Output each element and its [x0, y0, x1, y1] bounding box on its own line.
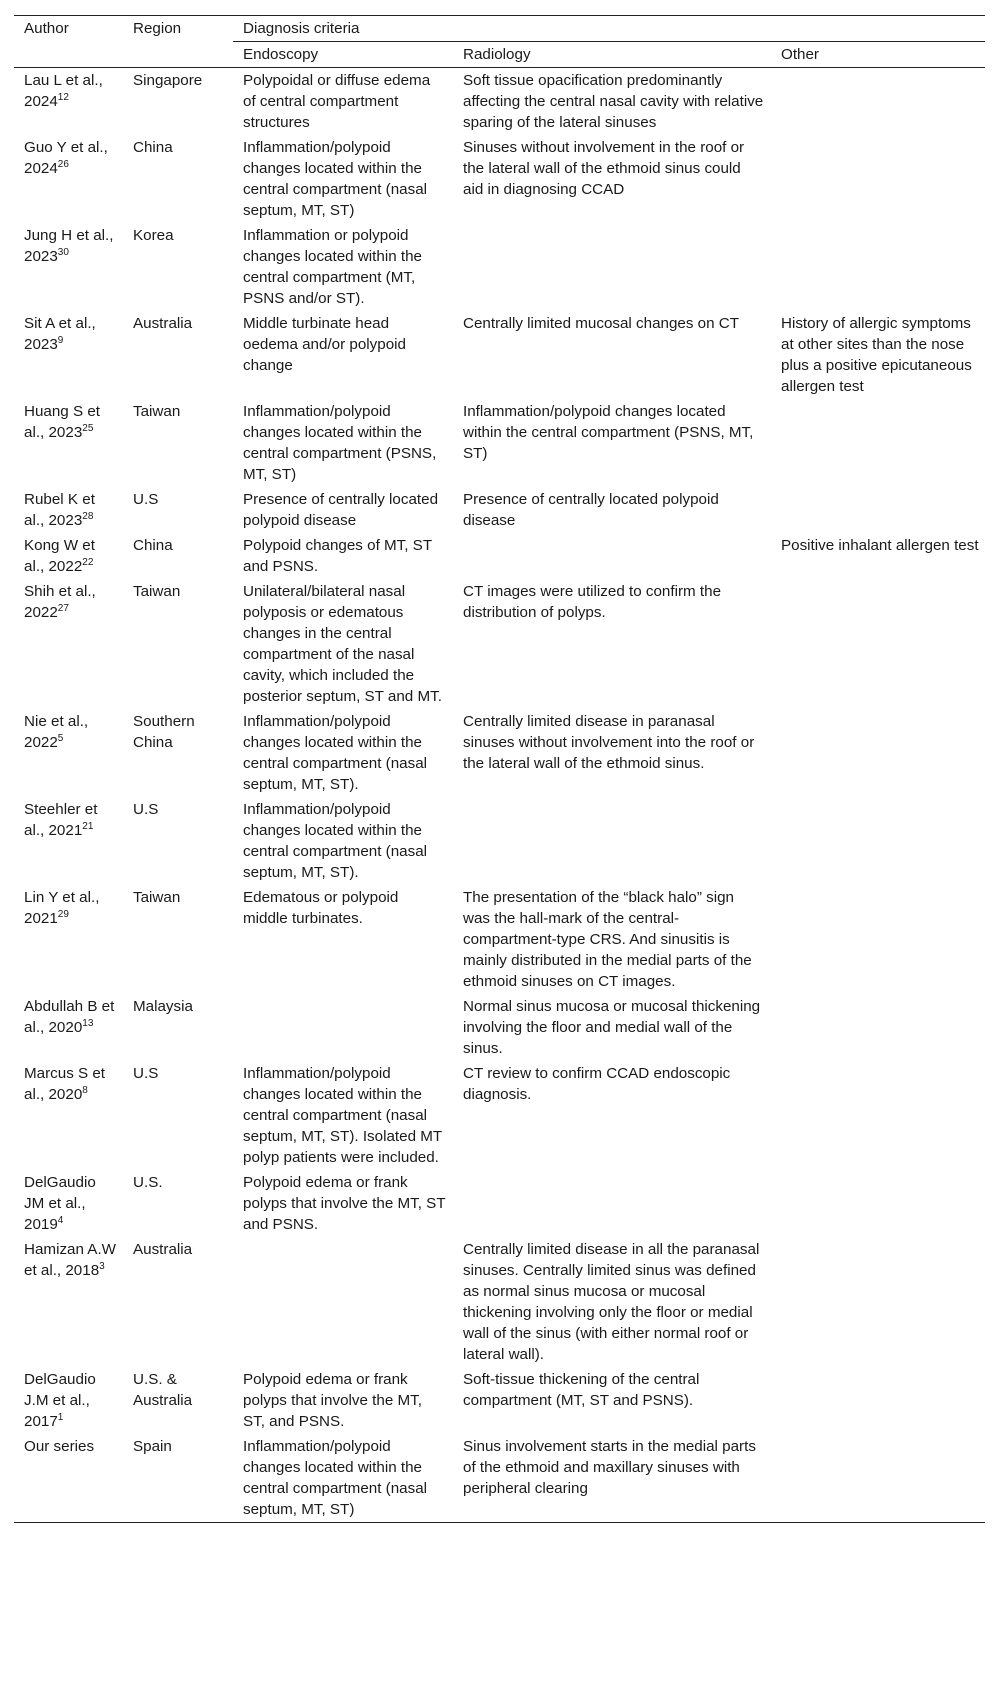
cell-endoscopy: Polypoid edema or frank polyps that involve the MT, ST, and PSNS. [243, 1371, 422, 1430]
table-row [14, 533, 985, 579]
cell-radiology: Inflammation/polypoid changes located within the central compartment (PSNS, MT, ST) [463, 403, 754, 462]
table-row [14, 1170, 985, 1237]
cell-author [14, 1170, 123, 1237]
author-name: Hamizan A.W et al., 2018 [24, 1241, 116, 1279]
header-row-top [14, 16, 985, 42]
author-name: Sit A et al., 2023 [24, 315, 96, 353]
cell-other [771, 1367, 985, 1434]
cell-other [771, 994, 985, 1061]
author-name: Abdullah B et al., 2020 [24, 998, 115, 1036]
reference-number: 4 [57, 1214, 64, 1226]
cell-other [771, 709, 985, 797]
reference-number: 27 [57, 602, 69, 614]
cell-radiology: Soft-tissue thickening of the central compartment (MT, ST and PSNS). [463, 1371, 700, 1409]
table-row [14, 709, 985, 797]
cell-radiology: Presence of centrally located polypoid disease [463, 491, 719, 529]
author-name: Lau L et al., 2024 [24, 72, 103, 110]
header-spacer-region [123, 42, 233, 68]
cell-radiology: Soft tissue opacification predominantly affecting the central nasal cavity with relative sparing of the lateral sinuses [463, 72, 764, 131]
table-body [14, 68, 985, 1523]
table-row [14, 1237, 985, 1367]
cell-region: Singapore [133, 72, 203, 89]
table-row [14, 994, 985, 1061]
reference-number: 22 [82, 556, 94, 568]
reference-number: 25 [82, 422, 94, 434]
cell-endoscopy: Inflammation/polypoid changes located within the central compartment (nasal septum, MT, ST). [243, 713, 428, 793]
cell-radiology: CT images were utilized to confirm the distribution of polyps. [463, 583, 722, 621]
cell-region: Malaysia [133, 998, 193, 1015]
cell-endoscopy: Polypoidal or diffuse edema of central compartment structures [243, 72, 431, 131]
cell-endoscopy: Polypoid changes of MT, ST and PSNS. [243, 537, 432, 575]
header-diagnosis-criteria: Diagnosis criteria [233, 16, 985, 42]
cell-radiology: The presentation of the “black halo” sign was the hall-mark of the central-compartment-type CRS. And sinusitis is mainly distributed in the medial parts of the ethmoid sinuses on CT images. [463, 889, 752, 990]
table-row [14, 223, 985, 311]
cell-author [14, 994, 123, 1061]
reference-number: 21 [82, 820, 94, 832]
header-spacer-author [14, 42, 123, 68]
table-row [14, 1367, 985, 1434]
cell-region: U.S. [133, 1174, 163, 1191]
cell-region: U.S [133, 801, 159, 818]
table-row [14, 311, 985, 399]
reference-number: 12 [57, 91, 69, 103]
cell-endoscopy: Unilateral/bilateral nasal polyposis or edematous changes in the central compartment of the nasal cavity, which included the posterior septum, ST and MT. [243, 583, 442, 705]
cell-radiology [453, 533, 771, 579]
cell-region: Australia [133, 315, 193, 332]
cell-region: China [133, 537, 173, 554]
reference-number: 3 [99, 1260, 105, 1272]
cell-author [14, 709, 123, 797]
reference-number: 1 [57, 1411, 64, 1423]
cell-region: Spain [123, 1434, 233, 1523]
cell-author [14, 1061, 123, 1170]
cell-region: Southern China [133, 713, 195, 751]
cell-other [771, 1170, 985, 1237]
cell-radiology: Sinuses without involvement in the roof or the lateral wall of the ethmoid sinus could aid in diagnosing CCAD [463, 139, 745, 198]
author-name: Lin Y et al., 2021 [24, 889, 100, 927]
table-row [14, 487, 985, 533]
author-name: Jung H et al., 2023 [24, 227, 114, 265]
author-name: Nie et al., 2022 [24, 713, 89, 751]
cell-radiology [453, 1170, 771, 1237]
cell-region: Taiwan [133, 889, 181, 906]
diagnosis-criteria-table [14, 15, 985, 1523]
cell-radiology [453, 797, 771, 885]
author-name: DelGaudio JM et al., 2019 [24, 1174, 96, 1233]
table-row [14, 1061, 985, 1170]
cell-author [14, 533, 123, 579]
cell-endoscopy: Middle turbinate head oedema and/or polypoid change [243, 315, 406, 374]
cell-radiology: Centrally limited disease in all the paranasal sinuses. Centrally limited sinus was defined as normal sinus mucosa or mucosal thickening involving only the floor or medial wall of the sinus (with either normal roof or lateral wall). [463, 1241, 760, 1363]
header-author: Author [14, 16, 123, 42]
author-name: Our series [24, 1438, 95, 1455]
cell-author [14, 223, 123, 311]
table-row [14, 579, 985, 709]
cell-region: Korea [133, 227, 174, 244]
reference-number: 29 [57, 908, 69, 920]
cell-other [771, 579, 985, 709]
table-row [14, 1434, 985, 1523]
cell-radiology: Centrally limited disease in paranasal sinuses without involvement into the roof or the lateral wall of the ethmoid sinus. [463, 713, 755, 772]
header-region: Region [123, 16, 233, 42]
cell-region: Australia [133, 1241, 193, 1258]
cell-other: History of allergic symptoms at other sites than the nose plus a positive epicutaneous allergen test [781, 315, 972, 395]
cell-endoscopy: Inflammation/polypoid changes located within the central compartment (nasal septum, MT, ST). Isolated MT polyp patients were included. [243, 1065, 442, 1166]
cell-endoscopy: Edematous or polypoid middle turbinates. [243, 889, 399, 927]
cell-endoscopy: Inflammation/polypoid changes located within the central compartment (PSNS, MT, ST) [243, 403, 437, 483]
cell-other [771, 1061, 985, 1170]
cell-endoscopy: Inflammation/polypoid changes located within the central compartment (nasal septum, MT, ST) [243, 139, 428, 219]
table-row [14, 399, 985, 487]
author-name: DelGaudio J.M et al., 2017 [24, 1371, 96, 1430]
table-row [14, 885, 985, 994]
reference-number: 26 [57, 158, 69, 170]
cell-endoscopy [233, 994, 453, 1061]
cell-author [14, 311, 123, 399]
reference-number: 28 [82, 510, 94, 522]
cell-author [14, 1367, 123, 1434]
cell-other [771, 399, 985, 487]
cell-region: Taiwan [133, 403, 181, 420]
cell-region: U.S [133, 1065, 159, 1082]
cell-other: Positive inhalant allergen test [781, 537, 979, 554]
cell-radiology [453, 223, 771, 311]
reference-number: 5 [57, 732, 64, 744]
author-name: Steehler et al., 2021 [24, 801, 98, 839]
author-name: Shih et al., 2022 [24, 583, 96, 621]
cell-other [771, 223, 985, 311]
header-endoscopy: Endoscopy [233, 42, 453, 68]
cell-endoscopy [233, 1237, 453, 1367]
cell-author [14, 885, 123, 994]
cell-endoscopy: Inflammation or polypoid changes located within the central compartment (MT, PSNS and/or ST). [243, 227, 422, 307]
cell-other [771, 885, 985, 994]
cell-region: U.S. & Australia [133, 1371, 193, 1409]
cell-author [14, 1237, 123, 1367]
cell-endoscopy: Inflammation/polypoid changes located within the central compartment (nasal septum, MT, ST). [243, 801, 428, 881]
reference-number: 13 [82, 1017, 94, 1029]
table-row [14, 797, 985, 885]
author-name: Guo Y et al., 2024 [24, 139, 108, 177]
cell-endoscopy: Polypoid edema or frank polyps that involve the MT, ST and PSNS. [243, 1174, 446, 1233]
cell-radiology: CT review to confirm CCAD endoscopic diagnosis. [463, 1065, 731, 1103]
cell-endoscopy: Inflammation/polypoid changes located within the central compartment (nasal septum, MT, ST) [233, 1434, 453, 1523]
author-name: Huang S et al., 2023 [24, 403, 100, 441]
cell-author [14, 579, 123, 709]
cell-radiology: Centrally limited mucosal changes on CT [463, 315, 740, 332]
table-row [14, 68, 985, 136]
reference-number: 30 [57, 246, 69, 258]
cell-author [14, 68, 123, 136]
cell-region: China [133, 139, 173, 156]
cell-radiology: Sinus involvement starts in the medial parts of the ethmoid and maxillary sinuses with peripheral clearing [453, 1434, 771, 1523]
table-row [14, 135, 985, 223]
author-name: Marcus S et al., 2020 [24, 1065, 106, 1103]
header-radiology: Radiology [453, 42, 771, 68]
cell-other [771, 797, 985, 885]
cell-region: Taiwan [133, 583, 181, 600]
header-row-sub [14, 42, 985, 68]
cell-radiology: Normal sinus mucosa or mucosal thickening involving the floor and medial wall of the sinus. [463, 998, 761, 1057]
cell-other [771, 487, 985, 533]
author-name: Kong W et al., 2022 [24, 537, 95, 575]
cell-other [771, 135, 985, 223]
cell-author [14, 1434, 123, 1523]
cell-author [14, 399, 123, 487]
cell-other [771, 1434, 985, 1523]
author-name: Rubel K et al., 2023 [24, 491, 95, 529]
cell-author [14, 487, 123, 533]
cell-other [771, 1237, 985, 1367]
cell-author [14, 797, 123, 885]
cell-other [771, 68, 985, 136]
header-other: Other [771, 42, 985, 68]
cell-author [14, 135, 123, 223]
reference-number: 9 [57, 334, 64, 346]
reference-number: 8 [82, 1084, 88, 1096]
cell-endoscopy: Presence of centrally located polypoid disease [243, 491, 439, 529]
cell-region: U.S [133, 491, 159, 508]
